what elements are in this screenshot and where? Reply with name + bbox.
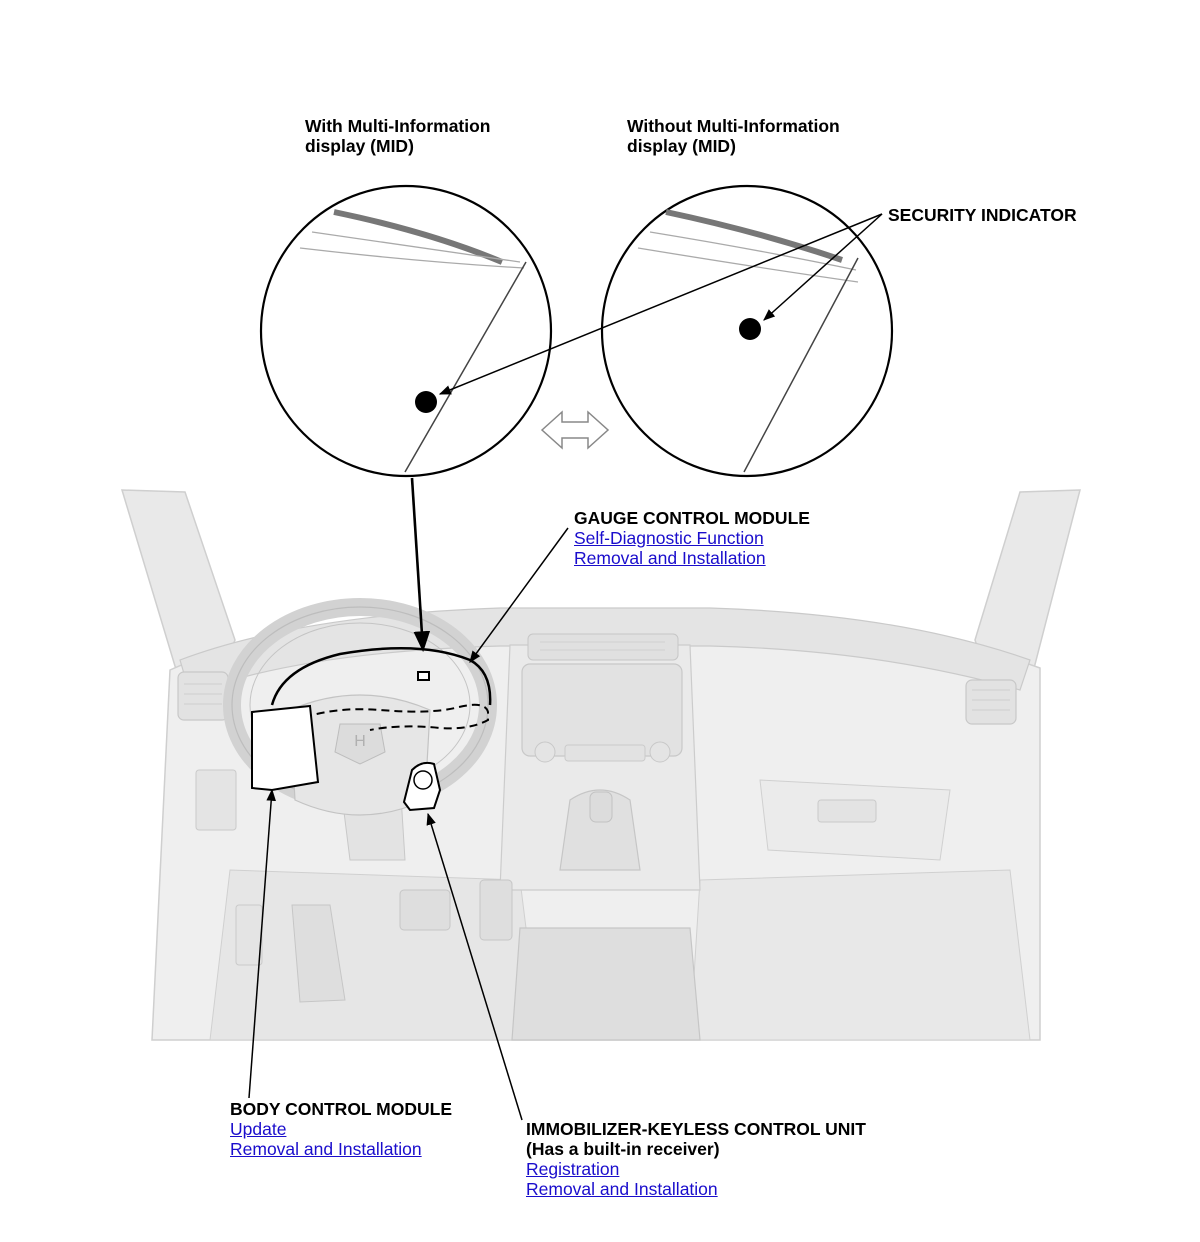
svg-text:H: H <box>354 733 366 750</box>
security-indicator-dot-with-mid <box>415 391 437 413</box>
inset-with-mid <box>261 186 551 476</box>
security-indicator-dot-without-mid <box>739 318 761 340</box>
immobilizer-unit-subtitle: (Has a built-in receiver) <box>526 1139 720 1159</box>
immobilizer-registration-link[interactable]: Registration <box>526 1159 620 1179</box>
body-update-link[interactable]: Update <box>230 1119 287 1139</box>
gauge-self-diagnostic-link[interactable]: Self-Diagnostic Function <box>574 528 764 548</box>
inset-label-without-mid-line1: Without Multi-Information <box>627 116 840 136</box>
gauge-removal-installation-link[interactable]: Removal and Installation <box>574 548 766 568</box>
immobilizer-unit-title: IMMOBILIZER-KEYLESS CONTROL UNIT <box>526 1119 866 1139</box>
body-removal-installation-link[interactable]: Removal and Installation <box>230 1139 422 1159</box>
body-control-module-box <box>252 706 318 790</box>
inset-label-with-mid-line1: With Multi-Information <box>305 116 491 136</box>
body-control-module-title: BODY CONTROL MODULE <box>230 1099 452 1119</box>
security-indicator-label: SECURITY INDICATOR <box>888 205 1077 225</box>
swap-arrow-icon <box>542 412 608 448</box>
immobilizer-unit-callout <box>526 1119 866 1199</box>
inset-label-without-mid <box>627 116 840 156</box>
inset-label-without-mid-line2: display (MID) <box>627 136 736 156</box>
security-indicator-dot-dashboard <box>418 672 429 680</box>
inset-label-with-mid-line2: display (MID) <box>305 136 414 156</box>
immobilizer-removal-installation-link[interactable]: Removal and Installation <box>526 1179 718 1199</box>
gauge-control-module-callout <box>574 508 810 568</box>
inset-without-mid <box>602 186 892 476</box>
gauge-control-module-title: GAUGE CONTROL MODULE <box>574 508 810 528</box>
body-control-module-callout <box>230 1099 452 1159</box>
inset-label-with-mid <box>305 116 491 156</box>
